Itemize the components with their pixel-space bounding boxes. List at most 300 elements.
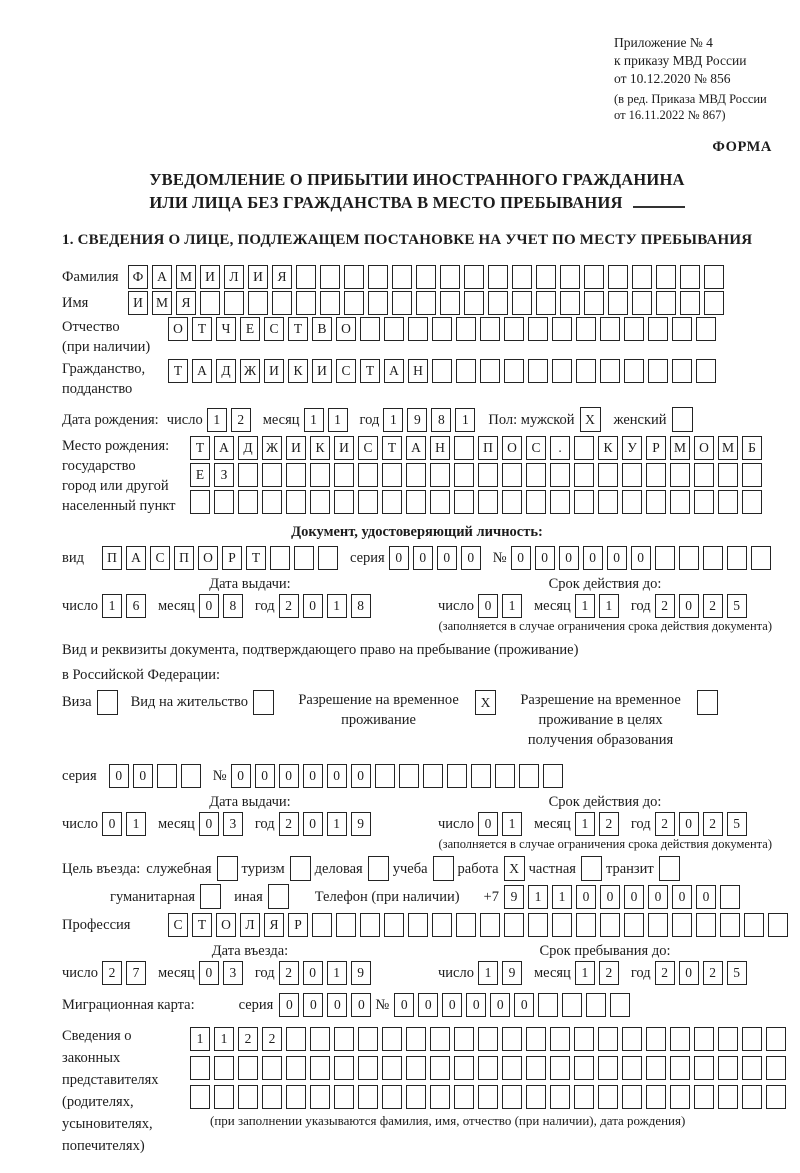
char-cell[interactable]: 0: [648, 885, 668, 909]
char-cell[interactable]: [624, 317, 644, 341]
char-cell[interactable]: Т: [288, 317, 308, 341]
char-cell[interactable]: [272, 291, 292, 315]
char-cell[interactable]: [766, 1027, 786, 1051]
char-cell[interactable]: Р: [288, 913, 308, 937]
char-cell[interactable]: [480, 317, 500, 341]
char-cell[interactable]: [600, 913, 620, 937]
purpose-private-checkbox[interactable]: [581, 856, 602, 881]
char-cell[interactable]: 9: [502, 961, 522, 985]
char-cell[interactable]: К: [288, 359, 308, 383]
char-cell[interactable]: [610, 993, 630, 1017]
char-cell[interactable]: 0: [478, 594, 498, 618]
char-cell[interactable]: 2: [655, 961, 675, 985]
char-cell[interactable]: [598, 463, 618, 487]
char-cell[interactable]: [696, 913, 716, 937]
char-cell[interactable]: 0: [679, 594, 699, 618]
char-cell[interactable]: [456, 317, 476, 341]
char-cell[interactable]: [214, 1085, 234, 1109]
char-cell[interactable]: [744, 913, 764, 937]
char-cell[interactable]: [526, 1056, 546, 1080]
char-cell[interactable]: 0: [351, 764, 371, 788]
char-cell[interactable]: [672, 359, 692, 383]
char-cell[interactable]: [646, 1085, 666, 1109]
char-cell[interactable]: Н: [408, 359, 428, 383]
char-cell[interactable]: 8: [351, 594, 371, 618]
char-cell[interactable]: 1: [190, 1027, 210, 1051]
char-cell[interactable]: 2: [279, 961, 299, 985]
char-cell[interactable]: [694, 490, 714, 514]
char-cell[interactable]: [552, 359, 572, 383]
char-cell[interactable]: [318, 546, 338, 570]
char-cell[interactable]: [751, 546, 771, 570]
char-cell[interactable]: И: [248, 265, 268, 289]
char-cell[interactable]: 3: [223, 812, 243, 836]
char-cell[interactable]: Л: [224, 265, 244, 289]
char-cell[interactable]: А: [192, 359, 212, 383]
char-cell[interactable]: 1: [214, 1027, 234, 1051]
char-cell[interactable]: Т: [192, 317, 212, 341]
char-cell[interactable]: Ж: [240, 359, 260, 383]
char-cell[interactable]: Л: [240, 913, 260, 937]
char-cell[interactable]: [526, 490, 546, 514]
char-cell[interactable]: [286, 490, 306, 514]
char-cell[interactable]: [694, 1027, 714, 1051]
char-cell[interactable]: Я: [272, 265, 292, 289]
char-cell[interactable]: [294, 546, 314, 570]
char-cell[interactable]: [296, 291, 316, 315]
char-cell[interactable]: [526, 1027, 546, 1051]
char-cell[interactable]: [528, 913, 548, 937]
char-cell[interactable]: [262, 463, 282, 487]
char-cell[interactable]: [464, 291, 484, 315]
temp-residence-education-checkbox[interactable]: [697, 690, 718, 715]
char-cell[interactable]: [584, 265, 604, 289]
char-cell[interactable]: [320, 265, 340, 289]
char-cell[interactable]: [536, 265, 556, 289]
char-cell[interactable]: [680, 265, 700, 289]
char-cell[interactable]: Д: [216, 359, 236, 383]
char-cell[interactable]: 1: [207, 408, 227, 432]
char-cell[interactable]: [742, 1056, 762, 1080]
char-cell[interactable]: 0: [199, 594, 219, 618]
char-cell[interactable]: 1: [528, 885, 548, 909]
char-cell[interactable]: [696, 359, 716, 383]
char-cell[interactable]: [670, 463, 690, 487]
char-cell[interactable]: 1: [552, 885, 572, 909]
char-cell[interactable]: [502, 1027, 522, 1051]
char-cell[interactable]: 0: [133, 764, 153, 788]
char-cell[interactable]: 0: [303, 812, 323, 836]
char-cell[interactable]: [382, 1085, 402, 1109]
char-cell[interactable]: М: [152, 291, 172, 315]
char-cell[interactable]: [384, 913, 404, 937]
char-cell[interactable]: [526, 1085, 546, 1109]
char-cell[interactable]: 0: [102, 812, 122, 836]
char-cell[interactable]: 8: [223, 594, 243, 618]
char-cell[interactable]: 0: [490, 993, 510, 1017]
char-cell[interactable]: [504, 317, 524, 341]
char-cell[interactable]: 0: [600, 885, 620, 909]
char-cell[interactable]: 0: [255, 764, 275, 788]
char-cell[interactable]: Я: [264, 913, 284, 937]
char-cell[interactable]: [718, 1056, 738, 1080]
char-cell[interactable]: [454, 436, 474, 460]
char-cell[interactable]: [310, 1056, 330, 1080]
char-cell[interactable]: [368, 291, 388, 315]
char-cell[interactable]: 0: [466, 993, 486, 1017]
char-cell[interactable]: [574, 463, 594, 487]
char-cell[interactable]: И: [286, 436, 306, 460]
char-cell[interactable]: [648, 359, 668, 383]
purpose-other-checkbox[interactable]: [268, 884, 289, 909]
char-cell[interactable]: 2: [102, 961, 122, 985]
char-cell[interactable]: 0: [279, 764, 299, 788]
char-cell[interactable]: И: [312, 359, 332, 383]
char-cell[interactable]: [646, 1056, 666, 1080]
char-cell[interactable]: [478, 1085, 498, 1109]
char-cell[interactable]: И: [200, 265, 220, 289]
char-cell[interactable]: О: [198, 546, 218, 570]
purpose-transit-checkbox[interactable]: [659, 856, 680, 881]
char-cell[interactable]: [270, 546, 290, 570]
char-cell[interactable]: [310, 1027, 330, 1051]
char-cell[interactable]: 0: [679, 812, 699, 836]
char-cell[interactable]: [536, 291, 556, 315]
char-cell[interactable]: [358, 1056, 378, 1080]
char-cell[interactable]: [670, 1085, 690, 1109]
char-cell[interactable]: [238, 1056, 258, 1080]
char-cell[interactable]: [480, 359, 500, 383]
char-cell[interactable]: 1: [455, 408, 475, 432]
char-cell[interactable]: 5: [727, 594, 747, 618]
char-cell[interactable]: [574, 490, 594, 514]
char-cell[interactable]: [502, 1085, 522, 1109]
char-cell[interactable]: [430, 1027, 450, 1051]
char-cell[interactable]: Е: [240, 317, 260, 341]
char-cell[interactable]: [190, 1056, 210, 1080]
char-cell[interactable]: [310, 1085, 330, 1109]
char-cell[interactable]: [157, 764, 177, 788]
char-cell[interactable]: [670, 490, 690, 514]
char-cell[interactable]: [447, 764, 467, 788]
char-cell[interactable]: [742, 1027, 762, 1051]
char-cell[interactable]: [478, 490, 498, 514]
char-cell[interactable]: [360, 317, 380, 341]
char-cell[interactable]: 0: [327, 764, 347, 788]
char-cell[interactable]: [519, 764, 539, 788]
char-cell[interactable]: [344, 265, 364, 289]
male-checkbox[interactable]: X: [580, 407, 601, 432]
char-cell[interactable]: [190, 490, 210, 514]
char-cell[interactable]: [430, 490, 450, 514]
char-cell[interactable]: [672, 913, 692, 937]
char-cell[interactable]: [622, 490, 642, 514]
char-cell[interactable]: 1: [327, 594, 347, 618]
char-cell[interactable]: [478, 1056, 498, 1080]
char-cell[interactable]: [655, 546, 675, 570]
char-cell[interactable]: [406, 1056, 426, 1080]
char-cell[interactable]: [432, 317, 452, 341]
char-cell[interactable]: [456, 359, 476, 383]
char-cell[interactable]: 1: [575, 961, 595, 985]
char-cell[interactable]: 1: [575, 812, 595, 836]
char-cell[interactable]: [704, 265, 724, 289]
char-cell[interactable]: [672, 317, 692, 341]
char-cell[interactable]: [528, 317, 548, 341]
char-cell[interactable]: 0: [418, 993, 438, 1017]
residence-permit-checkbox[interactable]: [253, 690, 274, 715]
char-cell[interactable]: [423, 764, 443, 788]
char-cell[interactable]: [600, 317, 620, 341]
char-cell[interactable]: О: [336, 317, 356, 341]
char-cell[interactable]: 0: [394, 993, 414, 1017]
char-cell[interactable]: 0: [679, 961, 699, 985]
char-cell[interactable]: [286, 1056, 306, 1080]
char-cell[interactable]: [382, 490, 402, 514]
char-cell[interactable]: 2: [703, 961, 723, 985]
char-cell[interactable]: [670, 1027, 690, 1051]
char-cell[interactable]: [464, 265, 484, 289]
char-cell[interactable]: [600, 359, 620, 383]
char-cell[interactable]: [382, 1056, 402, 1080]
char-cell[interactable]: [408, 913, 428, 937]
char-cell[interactable]: 0: [199, 961, 219, 985]
char-cell[interactable]: С: [358, 436, 378, 460]
char-cell[interactable]: [504, 359, 524, 383]
char-cell[interactable]: [310, 463, 330, 487]
purpose-humanitarian-checkbox[interactable]: [200, 884, 221, 909]
char-cell[interactable]: Н: [430, 436, 450, 460]
char-cell[interactable]: [432, 359, 452, 383]
char-cell[interactable]: [560, 265, 580, 289]
char-cell[interactable]: [694, 463, 714, 487]
char-cell[interactable]: [406, 490, 426, 514]
char-cell[interactable]: 0: [351, 993, 371, 1017]
char-cell[interactable]: 1: [575, 594, 595, 618]
char-cell[interactable]: М: [670, 436, 690, 460]
char-cell[interactable]: [576, 359, 596, 383]
char-cell[interactable]: А: [406, 436, 426, 460]
char-cell[interactable]: [406, 1085, 426, 1109]
char-cell[interactable]: [430, 1056, 450, 1080]
char-cell[interactable]: Ч: [216, 317, 236, 341]
char-cell[interactable]: А: [152, 265, 172, 289]
char-cell[interactable]: 3: [223, 961, 243, 985]
char-cell[interactable]: 1: [102, 594, 122, 618]
char-cell[interactable]: С: [150, 546, 170, 570]
char-cell[interactable]: А: [126, 546, 146, 570]
char-cell[interactable]: [622, 1056, 642, 1080]
char-cell[interactable]: [502, 463, 522, 487]
char-cell[interactable]: 0: [672, 885, 692, 909]
char-cell[interactable]: [334, 1027, 354, 1051]
char-cell[interactable]: [718, 1085, 738, 1109]
char-cell[interactable]: [742, 463, 762, 487]
char-cell[interactable]: [550, 463, 570, 487]
char-cell[interactable]: 1: [502, 812, 522, 836]
char-cell[interactable]: Е: [190, 463, 210, 487]
char-cell[interactable]: [478, 1027, 498, 1051]
char-cell[interactable]: [310, 490, 330, 514]
char-cell[interactable]: [550, 1085, 570, 1109]
char-cell[interactable]: 0: [437, 546, 457, 570]
char-cell[interactable]: [440, 291, 460, 315]
purpose-business-checkbox[interactable]: [368, 856, 389, 881]
char-cell[interactable]: И: [334, 436, 354, 460]
char-cell[interactable]: [766, 1085, 786, 1109]
char-cell[interactable]: [384, 317, 404, 341]
char-cell[interactable]: [488, 265, 508, 289]
char-cell[interactable]: 0: [303, 993, 323, 1017]
char-cell[interactable]: [622, 463, 642, 487]
female-checkbox[interactable]: [672, 407, 693, 432]
char-cell[interactable]: [416, 291, 436, 315]
char-cell[interactable]: 0: [535, 546, 555, 570]
char-cell[interactable]: 2: [262, 1027, 282, 1051]
char-cell[interactable]: [334, 1085, 354, 1109]
char-cell[interactable]: [334, 490, 354, 514]
char-cell[interactable]: [399, 764, 419, 788]
char-cell[interactable]: [574, 1027, 594, 1051]
visa-checkbox[interactable]: [97, 690, 118, 715]
char-cell[interactable]: В: [312, 317, 332, 341]
char-cell[interactable]: 0: [624, 885, 644, 909]
char-cell[interactable]: [560, 291, 580, 315]
char-cell[interactable]: [576, 913, 596, 937]
purpose-study-checkbox[interactable]: [433, 856, 454, 881]
char-cell[interactable]: [502, 1056, 522, 1080]
char-cell[interactable]: [574, 1085, 594, 1109]
char-cell[interactable]: [382, 1027, 402, 1051]
char-cell[interactable]: [358, 490, 378, 514]
char-cell[interactable]: 2: [655, 812, 675, 836]
char-cell[interactable]: 5: [727, 961, 747, 985]
char-cell[interactable]: [430, 1085, 450, 1109]
char-cell[interactable]: [392, 265, 412, 289]
char-cell[interactable]: 0: [559, 546, 579, 570]
char-cell[interactable]: 0: [413, 546, 433, 570]
char-cell[interactable]: 0: [631, 546, 651, 570]
char-cell[interactable]: [526, 463, 546, 487]
char-cell[interactable]: [454, 1085, 474, 1109]
char-cell[interactable]: Б: [742, 436, 762, 460]
char-cell[interactable]: С: [526, 436, 546, 460]
char-cell[interactable]: [648, 913, 668, 937]
char-cell[interactable]: [408, 317, 428, 341]
char-cell[interactable]: 1: [327, 812, 347, 836]
char-cell[interactable]: 0: [389, 546, 409, 570]
char-cell[interactable]: [656, 265, 676, 289]
char-cell[interactable]: Д: [238, 436, 258, 460]
char-cell[interactable]: Т: [246, 546, 266, 570]
char-cell[interactable]: 0: [327, 993, 347, 1017]
char-cell[interactable]: [238, 1085, 258, 1109]
purpose-work-checkbox[interactable]: X: [504, 856, 525, 881]
char-cell[interactable]: [358, 463, 378, 487]
char-cell[interactable]: [680, 291, 700, 315]
char-cell[interactable]: [720, 913, 740, 937]
char-cell[interactable]: 2: [599, 961, 619, 985]
char-cell[interactable]: 0: [199, 812, 219, 836]
char-cell[interactable]: [562, 993, 582, 1017]
purpose-official-checkbox[interactable]: [217, 856, 238, 881]
char-cell[interactable]: [358, 1085, 378, 1109]
char-cell[interactable]: А: [214, 436, 234, 460]
char-cell[interactable]: [694, 1085, 714, 1109]
char-cell[interactable]: [670, 1056, 690, 1080]
char-cell[interactable]: 2: [599, 812, 619, 836]
char-cell[interactable]: [488, 291, 508, 315]
char-cell[interactable]: [550, 1027, 570, 1051]
char-cell[interactable]: [598, 1056, 618, 1080]
char-cell[interactable]: Ф: [128, 265, 148, 289]
char-cell[interactable]: [190, 1085, 210, 1109]
char-cell[interactable]: 1: [328, 408, 348, 432]
char-cell[interactable]: [646, 1027, 666, 1051]
char-cell[interactable]: [262, 1056, 282, 1080]
char-cell[interactable]: [181, 764, 201, 788]
char-cell[interactable]: [392, 291, 412, 315]
char-cell[interactable]: [214, 1056, 234, 1080]
char-cell[interactable]: 0: [583, 546, 603, 570]
char-cell[interactable]: [679, 546, 699, 570]
char-cell[interactable]: [512, 265, 532, 289]
char-cell[interactable]: 2: [655, 594, 675, 618]
char-cell[interactable]: [334, 463, 354, 487]
char-cell[interactable]: [528, 359, 548, 383]
char-cell[interactable]: [550, 490, 570, 514]
char-cell[interactable]: [598, 1085, 618, 1109]
char-cell[interactable]: Т: [190, 436, 210, 460]
char-cell[interactable]: [224, 291, 244, 315]
char-cell[interactable]: 0: [607, 546, 627, 570]
char-cell[interactable]: 1: [502, 594, 522, 618]
char-cell[interactable]: [286, 1027, 306, 1051]
char-cell[interactable]: 9: [351, 961, 371, 985]
char-cell[interactable]: [454, 463, 474, 487]
char-cell[interactable]: [656, 291, 676, 315]
char-cell[interactable]: 0: [109, 764, 129, 788]
char-cell[interactable]: С: [264, 317, 284, 341]
char-cell[interactable]: [622, 1085, 642, 1109]
char-cell[interactable]: 9: [504, 885, 524, 909]
char-cell[interactable]: [552, 317, 572, 341]
char-cell[interactable]: [574, 1056, 594, 1080]
char-cell[interactable]: [648, 317, 668, 341]
char-cell[interactable]: [238, 463, 258, 487]
char-cell[interactable]: [543, 764, 563, 788]
char-cell[interactable]: [624, 359, 644, 383]
char-cell[interactable]: Ж: [262, 436, 282, 460]
char-cell[interactable]: П: [478, 436, 498, 460]
char-cell[interactable]: И: [128, 291, 148, 315]
char-cell[interactable]: 1: [126, 812, 146, 836]
temp-residence-checkbox[interactable]: X: [475, 690, 496, 715]
char-cell[interactable]: [248, 291, 268, 315]
char-cell[interactable]: [502, 490, 522, 514]
char-cell[interactable]: [552, 913, 572, 937]
char-cell[interactable]: [766, 1056, 786, 1080]
char-cell[interactable]: Т: [382, 436, 402, 460]
char-cell[interactable]: О: [216, 913, 236, 937]
char-cell[interactable]: [334, 1056, 354, 1080]
char-cell[interactable]: [214, 490, 234, 514]
char-cell[interactable]: 7: [126, 961, 146, 985]
char-cell[interactable]: [586, 993, 606, 1017]
char-cell[interactable]: [720, 885, 740, 909]
char-cell[interactable]: [598, 1027, 618, 1051]
char-cell[interactable]: 5: [727, 812, 747, 836]
